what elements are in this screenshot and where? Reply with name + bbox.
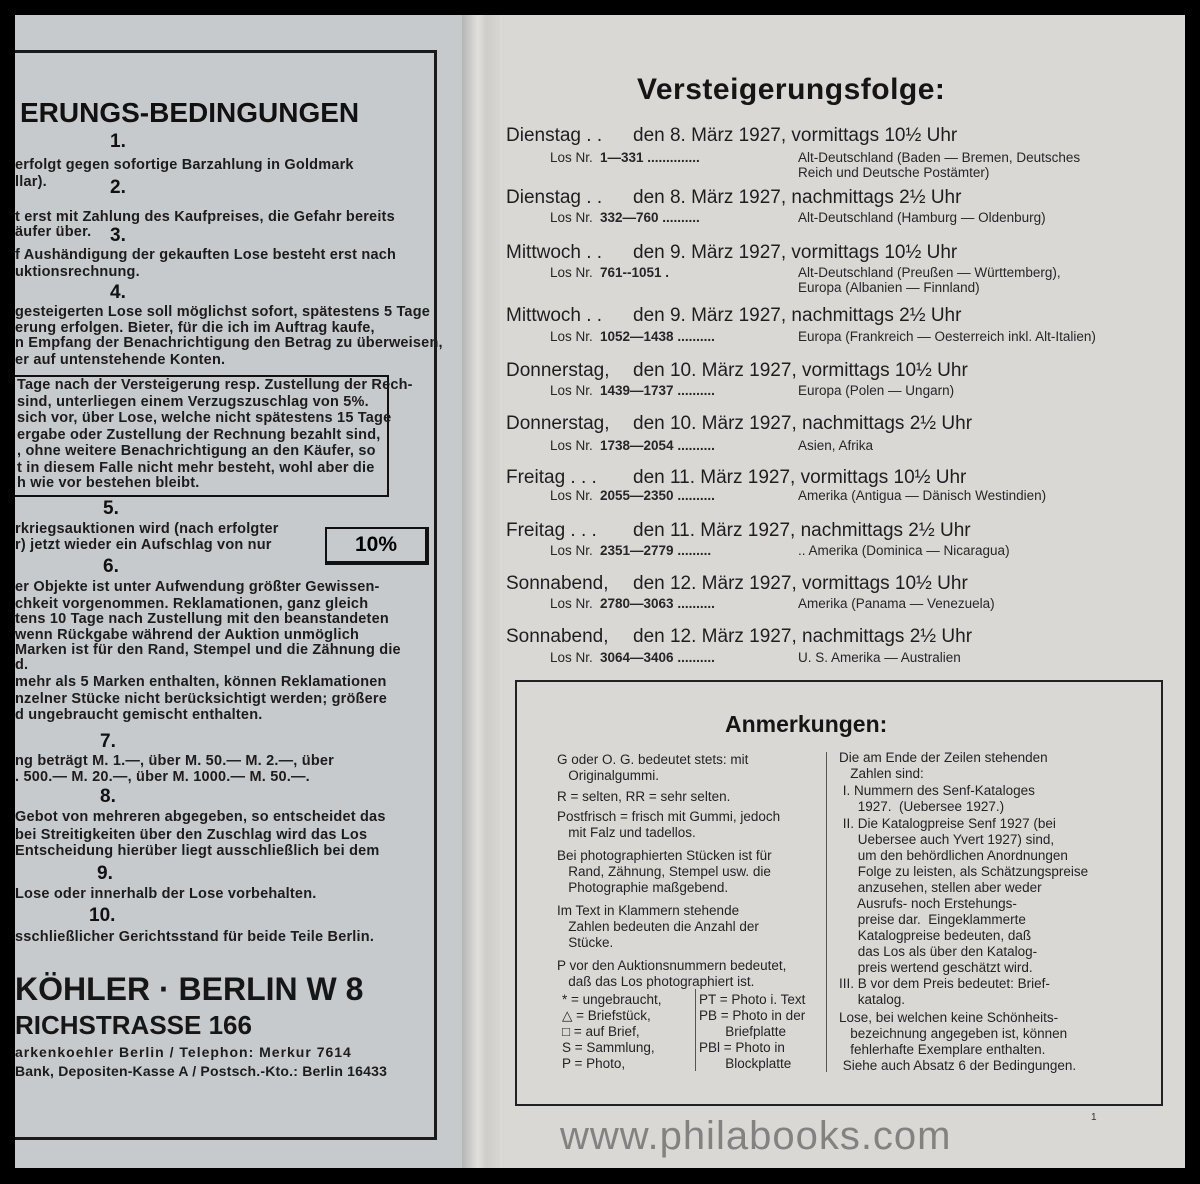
lot-description: Europa (Polen — Ungarn) (798, 383, 955, 398)
lot-range-line (550, 265, 798, 280)
lot-range-line (550, 596, 798, 611)
section-number: 1. (110, 131, 126, 152)
note-left-line: Postfrisch = frisch mit Gummi, jedoch (557, 809, 781, 824)
firm-name: KÖHLER · BERLIN W 8 (15, 971, 364, 1007)
session-date: den 8. März 1927, nachmittags 2½ Uhr (633, 187, 962, 208)
conditions-title: ERUNGS-BEDINGUNGEN (20, 97, 360, 128)
session-heading (506, 626, 972, 648)
condition-text-line: chkeit vorgenommen. Reklamationen, ganz gleich (15, 596, 369, 612)
note-left-line: Im Text in Klammern stehende (557, 903, 740, 918)
section-number: 5. (103, 498, 119, 519)
symbol-legend-item: S = Sammlung, (562, 1040, 655, 1055)
session-day: Freitag . . . (506, 467, 597, 488)
lot-range: 1738—2054 .......... (600, 438, 715, 453)
session-day: Sonnabend, (506, 626, 609, 647)
lot-range: 1—331 .............. (600, 150, 700, 165)
session-heading (506, 413, 972, 435)
firm-address: RICHSTRASSE 166 (15, 1010, 252, 1040)
condition-text-line: . 500.— M. 20.—, über M. 1000.— M. 50.—. (15, 769, 310, 785)
book-gutter (462, 15, 502, 1168)
session-day: Donnerstag, (506, 360, 610, 381)
note-left-line: P vor den Auktionsnummern bedeutet, (557, 958, 787, 973)
condition-text-line: Entscheidung hierüber liegt ausschließlich bei dem (15, 843, 380, 859)
condition-text-line: f Aushändigung der gekauften Lose besteht erst nach (15, 247, 397, 263)
firm-bank: Bank, Depositen-Kasse A / Postsch.-Kto.: Berlin 16433 (15, 1063, 388, 1079)
lot-description: U. S. Amerika — Australien (798, 650, 961, 665)
session-date: den 10. März 1927, nachmittags 2½ Uhr (633, 413, 973, 434)
condition-text-line: Tage nach der Versteigerung resp. Zustellung der Rech- (17, 377, 413, 393)
lot-label: Los Nr. (550, 150, 593, 165)
condition-text-line: sich vor, über Lose, welche nicht spätestens 15 Tage (17, 410, 392, 426)
condition-text-line: rkriegsauktionen wird (nach erfolgter (15, 521, 279, 537)
note-right-line: Ausrufs- noch Erstehungs- (839, 896, 1017, 911)
lot-label: Los Nr. (550, 438, 593, 453)
condition-text-line: gesteigerten Lose soll möglichst sofort, spätestens 5 Tage (15, 304, 431, 320)
lot-label: Los Nr. (550, 596, 593, 611)
condition-text-line: mehr als 5 Marken enthalten, können Reklamationen (15, 674, 387, 690)
session-date: den 11. März 1927, nachmittags 2½ Uhr (633, 520, 971, 541)
note-left-line: Photographie maßgebend. (557, 880, 729, 895)
note-right-line: katalog. (839, 992, 906, 1007)
session-date: den 12. März 1927, vormittags 10½ Uhr (633, 573, 968, 594)
condition-text-line: wenn Rückgabe während der Auktion unmöglich (15, 627, 360, 643)
session-heading (506, 305, 961, 327)
photo-legend-item: Briefplatte (699, 1024, 787, 1039)
condition-text-line: d ungebraucht gemischt enthalten. (15, 707, 263, 723)
firm-contact: arkenkoehler Berlin / Telephon: Merkur 7614 (15, 1044, 352, 1060)
watermark: www.philabooks.com (560, 1114, 952, 1158)
session-heading (506, 125, 957, 147)
lot-description: .. Amerika (Dominica — Nicaragua) (798, 543, 1010, 558)
photo-legend-item: Blockplatte (699, 1056, 792, 1071)
section-number: 4. (110, 282, 126, 303)
lot-range: 1439—1737 .......... (600, 383, 715, 398)
condition-text-line: er auf untenstehende Konten. (15, 352, 226, 368)
condition-text-line: erfolgt gegen sofortige Barzahlung in Goldmark (15, 157, 354, 173)
session-date: den 9. März 1927, nachmittags 2½ Uhr (633, 305, 962, 326)
surcharge-box: 10% (325, 527, 429, 565)
note-right-line: Uebersee auch Yvert 1927) sind, (839, 832, 1055, 847)
condition-text-line: er Objekte ist unter Aufwendung größter Gewissen- (15, 579, 380, 595)
lot-range: 332—760 .......... (600, 210, 700, 225)
session-heading (506, 573, 968, 595)
condition-text-line: ergabe oder Zustellung der Rechnung bezahlt sind, (17, 427, 381, 443)
note-left-line: G oder O. G. bedeutet stets: mit (557, 752, 749, 767)
condition-text-line: äufer über. (15, 224, 92, 240)
lot-range: 761--1051 . (600, 265, 670, 280)
lot-range: 2055—2350 .......... (600, 488, 715, 503)
lot-description: Europa (Albanien — Finnland) (798, 280, 980, 295)
condition-text-line: n Empfang der Benachrichtigung den Betrag zu überweisen, (15, 335, 443, 351)
condition-text-line: r) jetzt wieder ein Aufschlag von nur (15, 537, 272, 553)
session-heading (506, 187, 961, 209)
section-number: 10. (89, 905, 116, 926)
condition-text-line: ng beträgt M. 1.—, über M. 50.— M. 2.—, über (15, 753, 334, 769)
section-number: 6. (103, 556, 119, 577)
session-day: Freitag . . . (506, 520, 597, 541)
note-right-line: III. B vor dem Preis bedeutet: Brief- (839, 976, 1050, 991)
lot-description: Alt-Deutschland (Hamburg — Oldenburg) (798, 210, 1046, 225)
lot-range: 2351—2779 ......... (600, 543, 712, 558)
section-number: 7. (100, 731, 116, 752)
session-heading (506, 360, 968, 382)
condition-text-line: erung erfolgen. Bieter, für die ich im Auftrag kaufe, (15, 320, 375, 336)
lot-range-line (550, 383, 798, 398)
lot-description: Reich und Deutsche Postämter) (798, 165, 990, 180)
note-right-line: Die am Ende der Zeilen stehenden (839, 750, 1048, 765)
right-page (500, 15, 1185, 1168)
note-right-line: Siehe auch Absatz 6 der Bedingungen. (839, 1058, 1077, 1073)
session-day: Mittwoch . . (506, 305, 603, 326)
session-day: Dienstag . . (506, 187, 603, 208)
lot-range-line (550, 329, 798, 344)
photo-legend-item: PT = Photo i. Text (699, 992, 806, 1007)
note-right-line: Folge zu leisten, als Schätzungspreise (839, 864, 1089, 879)
lot-description: Asien, Afrika (798, 438, 874, 453)
note-right-line: das Los als über den Katalog- (839, 944, 1038, 959)
note-left-line: Zahlen bedeuten die Anzahl der (557, 919, 759, 934)
symbol-legend-item: □ = auf Brief, (562, 1024, 640, 1039)
lot-label: Los Nr. (550, 265, 593, 280)
note-left-line: Stücke. (557, 935, 614, 950)
photo-legend-item: PBl = Photo in (699, 1040, 785, 1055)
condition-text-line: sind, unterliegen einem Verzugszuschlag von 5%. (17, 394, 369, 410)
note-right-line: preis wertend geschätzt wird. (839, 960, 1033, 975)
symbol-divider (695, 989, 696, 1071)
lot-description: Alt-Deutschland (Baden — Bremen, Deutsches (798, 150, 1081, 165)
condition-text-line: nzelner Stücke nicht berücksichtigt werden; größere (15, 691, 387, 707)
condition-text-line: Lose oder innerhalb der Lose vorbehalten. (15, 886, 317, 902)
session-heading (506, 467, 966, 489)
condition-text-line: t erst mit Zahlung des Kaufpreises, die Gefahr bereits (15, 209, 395, 225)
lot-description: Amerika (Panama — Venezuela) (798, 596, 995, 611)
lot-label: Los Nr. (550, 488, 593, 503)
lot-range: 1052—1438 .......... (600, 329, 715, 344)
note-right-line: fehlerhafte Exemplare enthalten. (839, 1042, 1046, 1057)
note-left-line: R = selten, RR = sehr selten. (557, 789, 731, 804)
lot-label: Los Nr. (550, 210, 593, 225)
session-date: den 11. März 1927, vormittags 10½ Uhr (633, 467, 967, 488)
session-day: Sonnabend, (506, 573, 609, 594)
photo-legend-item: PB = Photo in der (699, 1008, 806, 1023)
session-heading (506, 520, 971, 542)
lot-range-line (550, 543, 798, 558)
condition-text-line: tens 10 Tage nach Zustellung mit den beanstandeten (15, 611, 389, 627)
note-left-line: Originalgummi. (557, 768, 660, 783)
note-right-line: preise dar. Eingeklammerte (839, 912, 1026, 927)
note-right-line: Katalogpreise bedeuten, daß (839, 928, 1032, 943)
notes-title: Anmerkungen: (725, 711, 888, 737)
session-day: Dienstag . . (506, 125, 603, 146)
session-date: den 9. März 1927, vormittags 10½ Uhr (633, 242, 958, 263)
note-right-line: I. Nummern des Senf-Kataloges (839, 783, 1035, 798)
note-left-line: mit Falz und tadellos. (557, 825, 696, 840)
note-right-line: um den behördlichen Anordnungen (839, 848, 1068, 863)
notes-box (515, 680, 1163, 1106)
left-page (15, 15, 475, 1168)
note-left-line: Bei photographierten Stücken ist für (557, 848, 772, 863)
lot-label: Los Nr. (550, 383, 593, 398)
condition-text-line: uktionsrechnung. (15, 264, 140, 280)
lot-description: Alt-Deutschland (Preußen — Württemberg), (798, 265, 1061, 280)
symbol-legend-item: * = ungebraucht, (562, 992, 662, 1007)
note-right-line: bezeichnung angegeben ist, können (839, 1026, 1068, 1041)
lot-range: 2780—3063 .......... (600, 596, 715, 611)
note-left-line: Rand, Zähnung, Stempel usw. die (557, 864, 771, 879)
note-right-line: II. Die Katalogpreise Senf 1927 (bei (839, 816, 1056, 831)
session-date: den 10. März 1927, vormittags 10½ Uhr (633, 360, 968, 381)
section-number: 2. (110, 177, 126, 198)
lot-range-line (550, 150, 798, 165)
schedule-title: Versteigerungsfolge: (637, 73, 946, 106)
condition-text-line: d. (15, 657, 29, 673)
note-right-line: Lose, bei welchen keine Schönheits- (839, 1010, 1059, 1025)
condition-text-line: h wie vor bestehen bleibt. (17, 475, 200, 491)
session-date: den 8. März 1927, vormittags 10½ Uhr (633, 125, 958, 146)
note-right-line: Zahlen sind: (839, 766, 924, 781)
lot-description: Europa (Frankreich — Oesterreich inkl. Alt-Italien) (798, 329, 1096, 344)
column-divider (826, 752, 827, 1072)
lot-description: Amerika (Antigua — Dänisch Westindien) (798, 488, 1047, 503)
condition-text-line: , ohne weitere Benachrichtigung an den Käufer, so (17, 443, 376, 459)
condition-text-line: sschließlicher Gerichtsstand für beide Teile Berlin. (15, 929, 375, 945)
page-number: 1 (1091, 1112, 1097, 1123)
lot-range-line (550, 488, 798, 503)
lot-range: 3064—3406 .......... (600, 650, 715, 665)
section-number: 8. (100, 786, 116, 807)
note-right-line: 1927. (Uebersee 1927.) (839, 799, 1005, 814)
session-heading (506, 242, 957, 264)
session-date: den 12. März 1927, nachmittags 2½ Uhr (633, 626, 973, 647)
lot-label: Los Nr. (550, 543, 593, 558)
symbol-legend-item: △ = Briefstück, (562, 1008, 651, 1023)
session-day: Donnerstag, (506, 413, 610, 434)
condition-text-line: Gebot von mehreren abgegeben, so entscheidet das (15, 809, 386, 825)
condition-text-line: Marken ist für den Rand, Stempel und die Zähnung die (15, 642, 401, 658)
section-number: 9. (97, 863, 113, 884)
condition-text-line: t in diesem Falle nicht mehr besteht, wohl aber die (17, 460, 375, 476)
lot-label: Los Nr. (550, 650, 593, 665)
lot-label: Los Nr. (550, 329, 593, 344)
note-right-line: anzusehen, stellen aber weder (839, 880, 1042, 895)
section-number: 3. (110, 225, 126, 246)
symbol-legend-item: P = Photo, (562, 1056, 626, 1071)
condition-text-line: llar). (15, 174, 47, 190)
condition-text-line: bei Streitigkeiten über den Zuschlag wird das Los (15, 827, 368, 843)
lot-range-line (550, 438, 798, 453)
session-day: Mittwoch . . (506, 242, 603, 263)
lot-range-line (550, 650, 798, 665)
lot-range-line (550, 210, 798, 225)
note-left-line: daß das Los photographiert ist. (557, 974, 755, 989)
